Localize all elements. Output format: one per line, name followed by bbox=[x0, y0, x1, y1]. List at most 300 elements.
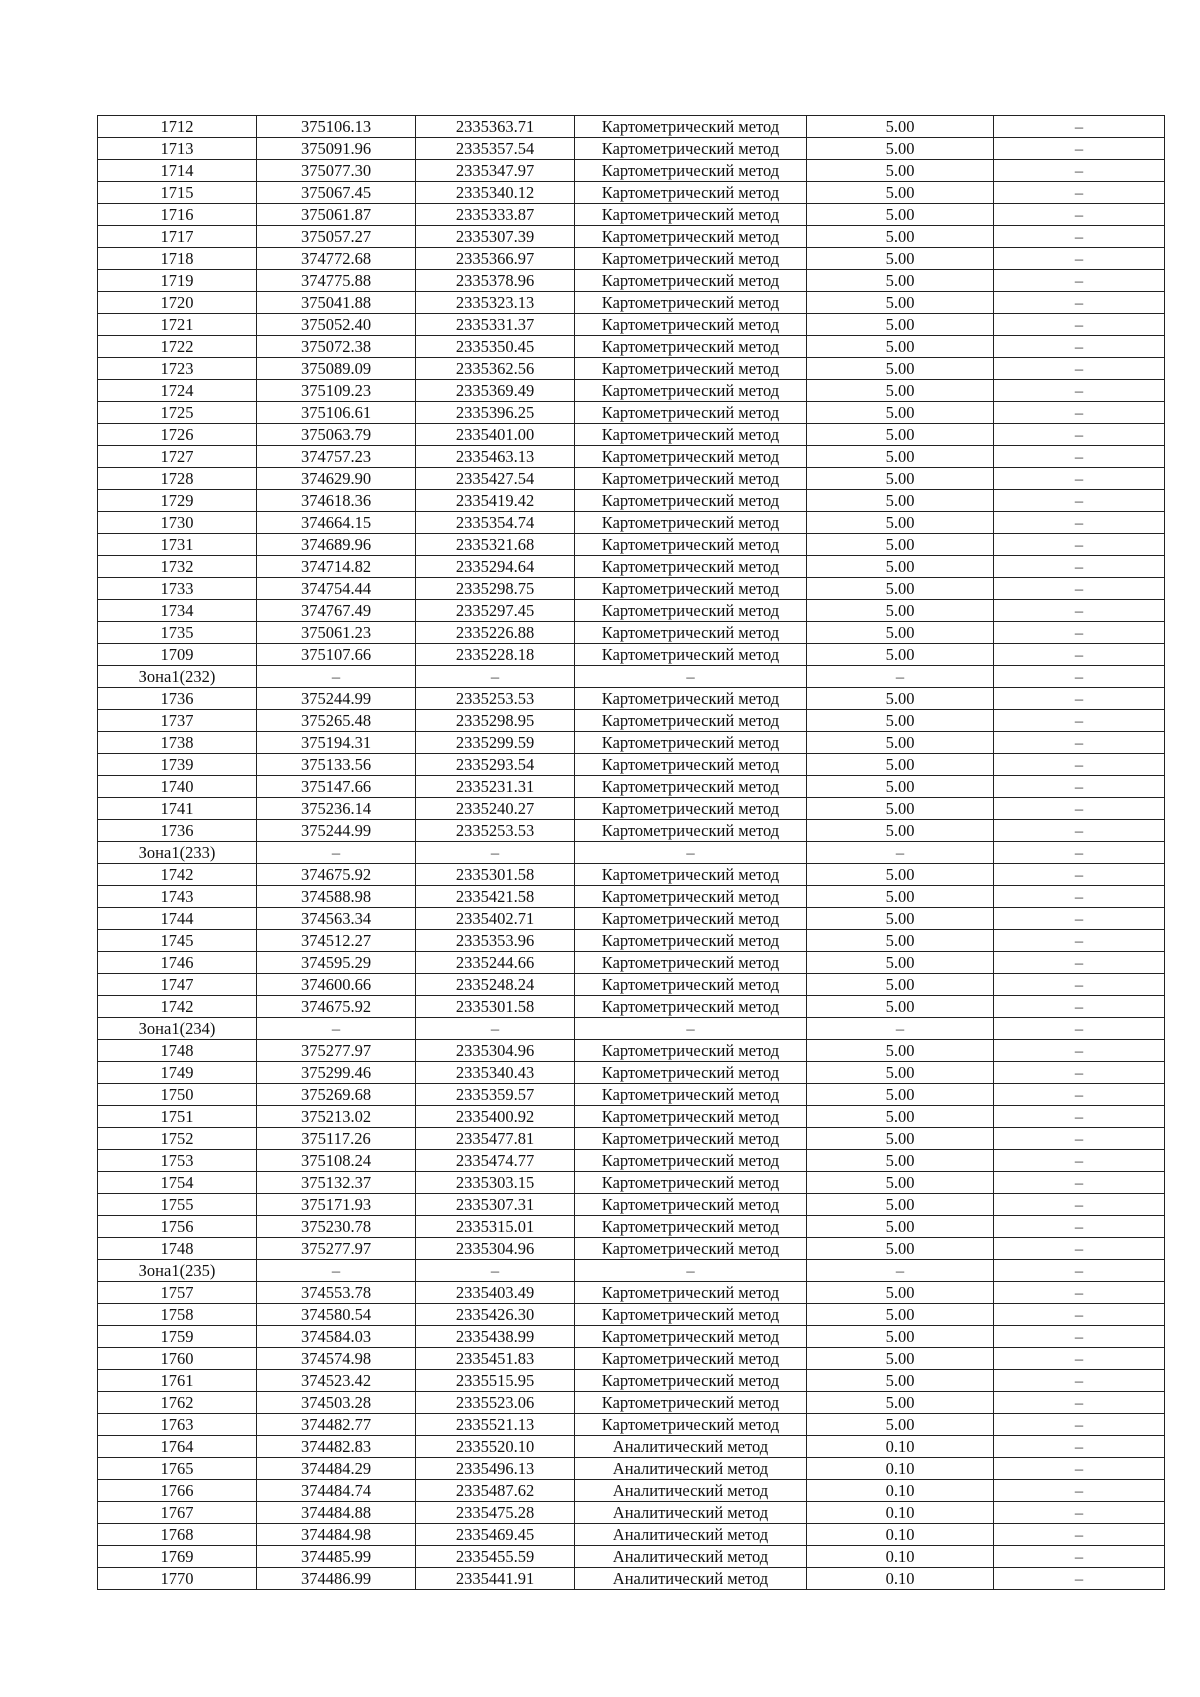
method-cell: Картометрический метод bbox=[575, 688, 807, 710]
accuracy-cell: 5.00 bbox=[807, 446, 994, 468]
table-row bbox=[98, 622, 1165, 644]
x-coordinate-cell: 374484.29 bbox=[257, 1458, 416, 1480]
method-cell: Картометрический метод bbox=[575, 644, 807, 666]
x-coordinate-cell: 374772.68 bbox=[257, 248, 416, 270]
method-cell: Картометрический метод bbox=[575, 622, 807, 644]
method-cell: Аналитический метод bbox=[575, 1502, 807, 1524]
y-coordinate-cell: 2335396.25 bbox=[416, 402, 575, 424]
accuracy-cell: 5.00 bbox=[807, 358, 994, 380]
accuracy-cell: – bbox=[807, 842, 994, 864]
description-cell: – bbox=[994, 908, 1165, 930]
table-row bbox=[98, 468, 1165, 490]
x-coordinate-cell: 375109.23 bbox=[257, 380, 416, 402]
accuracy-cell: 5.00 bbox=[807, 952, 994, 974]
description-cell: – bbox=[994, 1458, 1165, 1480]
method-cell: Картометрический метод bbox=[575, 446, 807, 468]
description-cell: – bbox=[994, 534, 1165, 556]
x-coordinate-cell: 374618.36 bbox=[257, 490, 416, 512]
y-coordinate-cell: 2335307.39 bbox=[416, 226, 575, 248]
description-cell: – bbox=[994, 1172, 1165, 1194]
description-cell: – bbox=[994, 1238, 1165, 1260]
description-cell: – bbox=[994, 1040, 1165, 1062]
method-cell: Картометрический метод bbox=[575, 1128, 807, 1150]
accuracy-cell: 5.00 bbox=[807, 1106, 994, 1128]
y-coordinate-cell: 2335366.97 bbox=[416, 248, 575, 270]
description-cell: – bbox=[994, 842, 1165, 864]
x-coordinate-cell: 374484.74 bbox=[257, 1480, 416, 1502]
method-cell: Картометрический метод bbox=[575, 1304, 807, 1326]
accuracy-cell: 5.00 bbox=[807, 1282, 994, 1304]
table-row bbox=[98, 1062, 1165, 1084]
y-coordinate-cell: 2335340.43 bbox=[416, 1062, 575, 1084]
point-number-cell: 1728 bbox=[98, 468, 257, 490]
description-cell: – bbox=[994, 204, 1165, 226]
description-cell: – bbox=[994, 1106, 1165, 1128]
description-cell: – bbox=[994, 974, 1165, 996]
accuracy-cell: 5.00 bbox=[807, 138, 994, 160]
y-coordinate-cell: 2335331.37 bbox=[416, 314, 575, 336]
y-coordinate-cell: 2335333.87 bbox=[416, 204, 575, 226]
accuracy-cell: 5.00 bbox=[807, 292, 994, 314]
table-row bbox=[98, 270, 1165, 292]
table-row bbox=[98, 490, 1165, 512]
y-coordinate-cell: 2335350.45 bbox=[416, 336, 575, 358]
table-row bbox=[98, 1480, 1165, 1502]
accuracy-cell: 5.00 bbox=[807, 820, 994, 842]
table-row bbox=[98, 402, 1165, 424]
point-number-cell: 1709 bbox=[98, 644, 257, 666]
method-cell: Картометрический метод bbox=[575, 490, 807, 512]
description-cell: – bbox=[994, 446, 1165, 468]
point-number-cell: 1743 bbox=[98, 886, 257, 908]
table-row bbox=[98, 204, 1165, 226]
x-coordinate-cell: 375133.56 bbox=[257, 754, 416, 776]
description-cell: – bbox=[994, 1524, 1165, 1546]
y-coordinate-cell: 2335298.75 bbox=[416, 578, 575, 600]
method-cell: Аналитический метод bbox=[575, 1546, 807, 1568]
point-number-cell: 1754 bbox=[98, 1172, 257, 1194]
point-number-cell: 1727 bbox=[98, 446, 257, 468]
table-body bbox=[98, 116, 1165, 1590]
y-coordinate-cell: 2335421.58 bbox=[416, 886, 575, 908]
point-number-cell: 1730 bbox=[98, 512, 257, 534]
table-row bbox=[98, 930, 1165, 952]
accuracy-cell: 5.00 bbox=[807, 468, 994, 490]
x-coordinate-cell: – bbox=[257, 666, 416, 688]
accuracy-cell: 5.00 bbox=[807, 1304, 994, 1326]
x-coordinate-cell: 375269.68 bbox=[257, 1084, 416, 1106]
x-coordinate-cell: – bbox=[257, 1018, 416, 1040]
method-cell: Картометрический метод bbox=[575, 754, 807, 776]
accuracy-cell: 5.00 bbox=[807, 688, 994, 710]
accuracy-cell: 5.00 bbox=[807, 1084, 994, 1106]
description-cell: – bbox=[994, 1128, 1165, 1150]
x-coordinate-cell: 374484.88 bbox=[257, 1502, 416, 1524]
table-row bbox=[98, 534, 1165, 556]
y-coordinate-cell: – bbox=[416, 1260, 575, 1282]
method-cell: Картометрический метод bbox=[575, 996, 807, 1018]
y-coordinate-cell: 2335340.12 bbox=[416, 182, 575, 204]
description-cell: – bbox=[994, 270, 1165, 292]
zone-header-row bbox=[98, 666, 1165, 688]
method-cell: – bbox=[575, 666, 807, 688]
point-number-cell: Зона1(233) bbox=[98, 842, 257, 864]
description-cell: – bbox=[994, 468, 1165, 490]
description-cell: – bbox=[994, 1150, 1165, 1172]
description-cell: – bbox=[994, 1084, 1165, 1106]
x-coordinate-cell: 375244.99 bbox=[257, 688, 416, 710]
method-cell: Картометрический метод bbox=[575, 776, 807, 798]
method-cell: Картометрический метод bbox=[575, 600, 807, 622]
point-number-cell: 1742 bbox=[98, 864, 257, 886]
description-cell: – bbox=[994, 358, 1165, 380]
y-coordinate-cell: 2335455.59 bbox=[416, 1546, 575, 1568]
x-coordinate-cell: 375063.79 bbox=[257, 424, 416, 446]
x-coordinate-cell: 375299.46 bbox=[257, 1062, 416, 1084]
accuracy-cell: 5.00 bbox=[807, 1238, 994, 1260]
accuracy-cell: 5.00 bbox=[807, 1392, 994, 1414]
y-coordinate-cell: – bbox=[416, 1018, 575, 1040]
y-coordinate-cell: 2335475.28 bbox=[416, 1502, 575, 1524]
table-row bbox=[98, 1568, 1165, 1590]
description-cell: – bbox=[994, 1216, 1165, 1238]
table-row bbox=[98, 1458, 1165, 1480]
accuracy-cell: 0.10 bbox=[807, 1502, 994, 1524]
y-coordinate-cell: 2335521.13 bbox=[416, 1414, 575, 1436]
point-number-cell: 1757 bbox=[98, 1282, 257, 1304]
coordinates-table bbox=[97, 115, 1165, 1590]
x-coordinate-cell: 375091.96 bbox=[257, 138, 416, 160]
x-coordinate-cell: 375089.09 bbox=[257, 358, 416, 380]
point-number-cell: 1758 bbox=[98, 1304, 257, 1326]
point-number-cell: 1729 bbox=[98, 490, 257, 512]
method-cell: Картометрический метод bbox=[575, 556, 807, 578]
table-row bbox=[98, 732, 1165, 754]
method-cell: Картометрический метод bbox=[575, 1084, 807, 1106]
accuracy-cell: – bbox=[807, 1018, 994, 1040]
y-coordinate-cell: 2335441.91 bbox=[416, 1568, 575, 1590]
table-row bbox=[98, 358, 1165, 380]
accuracy-cell: 5.00 bbox=[807, 402, 994, 424]
description-cell: – bbox=[994, 424, 1165, 446]
method-cell: Картометрический метод bbox=[575, 1238, 807, 1260]
y-coordinate-cell: 2335294.64 bbox=[416, 556, 575, 578]
method-cell: Аналитический метод bbox=[575, 1458, 807, 1480]
x-coordinate-cell: 375041.88 bbox=[257, 292, 416, 314]
y-coordinate-cell: 2335363.71 bbox=[416, 116, 575, 138]
y-coordinate-cell: 2335240.27 bbox=[416, 798, 575, 820]
accuracy-cell: 5.00 bbox=[807, 996, 994, 1018]
point-number-cell: 1716 bbox=[98, 204, 257, 226]
x-coordinate-cell: 374503.28 bbox=[257, 1392, 416, 1414]
y-coordinate-cell: 2335474.77 bbox=[416, 1150, 575, 1172]
description-cell: – bbox=[994, 336, 1165, 358]
zone-header-row bbox=[98, 842, 1165, 864]
y-coordinate-cell: 2335244.66 bbox=[416, 952, 575, 974]
description-cell: – bbox=[994, 996, 1165, 1018]
description-cell: – bbox=[994, 666, 1165, 688]
x-coordinate-cell: 374574.98 bbox=[257, 1348, 416, 1370]
accuracy-cell: 5.00 bbox=[807, 798, 994, 820]
accuracy-cell: 5.00 bbox=[807, 116, 994, 138]
method-cell: Картометрический метод bbox=[575, 204, 807, 226]
point-number-cell: 1725 bbox=[98, 402, 257, 424]
table-row bbox=[98, 688, 1165, 710]
method-cell: Картометрический метод bbox=[575, 1172, 807, 1194]
method-cell: Картометрический метод bbox=[575, 710, 807, 732]
y-coordinate-cell: 2335347.97 bbox=[416, 160, 575, 182]
method-cell: – bbox=[575, 842, 807, 864]
x-coordinate-cell: 375265.48 bbox=[257, 710, 416, 732]
description-cell: – bbox=[994, 1194, 1165, 1216]
description-cell: – bbox=[994, 600, 1165, 622]
point-number-cell: 1718 bbox=[98, 248, 257, 270]
description-cell: – bbox=[994, 1502, 1165, 1524]
accuracy-cell: 5.00 bbox=[807, 424, 994, 446]
method-cell: Картометрический метод bbox=[575, 1106, 807, 1128]
table-row bbox=[98, 1238, 1165, 1260]
point-number-cell: 1738 bbox=[98, 732, 257, 754]
table-row bbox=[98, 1084, 1165, 1106]
y-coordinate-cell: 2335231.31 bbox=[416, 776, 575, 798]
description-cell: – bbox=[994, 1370, 1165, 1392]
x-coordinate-cell: 374675.92 bbox=[257, 864, 416, 886]
accuracy-cell: 5.00 bbox=[807, 160, 994, 182]
point-number-cell: 1765 bbox=[98, 1458, 257, 1480]
y-coordinate-cell: 2335297.45 bbox=[416, 600, 575, 622]
table-row bbox=[98, 600, 1165, 622]
y-coordinate-cell: 2335520.10 bbox=[416, 1436, 575, 1458]
description-cell: – bbox=[994, 732, 1165, 754]
y-coordinate-cell: 2335469.45 bbox=[416, 1524, 575, 1546]
point-number-cell: 1733 bbox=[98, 578, 257, 600]
accuracy-cell: 5.00 bbox=[807, 1172, 994, 1194]
x-coordinate-cell: 375147.66 bbox=[257, 776, 416, 798]
method-cell: Картометрический метод bbox=[575, 1062, 807, 1084]
accuracy-cell: 5.00 bbox=[807, 886, 994, 908]
accuracy-cell: 5.00 bbox=[807, 182, 994, 204]
x-coordinate-cell: 374664.15 bbox=[257, 512, 416, 534]
x-coordinate-cell: 374754.44 bbox=[257, 578, 416, 600]
accuracy-cell: 0.10 bbox=[807, 1546, 994, 1568]
method-cell: Картометрический метод bbox=[575, 930, 807, 952]
point-number-cell: 1749 bbox=[98, 1062, 257, 1084]
description-cell: – bbox=[994, 1436, 1165, 1458]
y-coordinate-cell: 2335463.13 bbox=[416, 446, 575, 468]
accuracy-cell: 5.00 bbox=[807, 336, 994, 358]
description-cell: – bbox=[994, 820, 1165, 842]
method-cell: Картометрический метод bbox=[575, 1150, 807, 1172]
y-coordinate-cell: 2335304.96 bbox=[416, 1238, 575, 1260]
method-cell: Картометрический метод bbox=[575, 1326, 807, 1348]
point-number-cell: 1760 bbox=[98, 1348, 257, 1370]
point-number-cell: 1735 bbox=[98, 622, 257, 644]
point-number-cell: 1731 bbox=[98, 534, 257, 556]
method-cell: Картометрический метод bbox=[575, 798, 807, 820]
description-cell: – bbox=[994, 402, 1165, 424]
method-cell: Картометрический метод bbox=[575, 1392, 807, 1414]
y-coordinate-cell: 2335403.49 bbox=[416, 1282, 575, 1304]
y-coordinate-cell: 2335427.54 bbox=[416, 468, 575, 490]
point-number-cell: 1721 bbox=[98, 314, 257, 336]
y-coordinate-cell: 2335362.56 bbox=[416, 358, 575, 380]
x-coordinate-cell: 375061.87 bbox=[257, 204, 416, 226]
table-row bbox=[98, 380, 1165, 402]
table-row bbox=[98, 248, 1165, 270]
description-cell: – bbox=[994, 1018, 1165, 1040]
table-row bbox=[98, 424, 1165, 446]
description-cell: – bbox=[994, 864, 1165, 886]
y-coordinate-cell: 2335323.13 bbox=[416, 292, 575, 314]
method-cell: Картометрический метод bbox=[575, 732, 807, 754]
y-coordinate-cell: 2335298.95 bbox=[416, 710, 575, 732]
accuracy-cell: 0.10 bbox=[807, 1458, 994, 1480]
point-number-cell: 1746 bbox=[98, 952, 257, 974]
accuracy-cell: 5.00 bbox=[807, 380, 994, 402]
accuracy-cell: 5.00 bbox=[807, 578, 994, 600]
point-number-cell: 1736 bbox=[98, 820, 257, 842]
description-cell: – bbox=[994, 754, 1165, 776]
method-cell: Картометрический метод bbox=[575, 1216, 807, 1238]
method-cell: Картометрический метод bbox=[575, 424, 807, 446]
table-row bbox=[98, 1128, 1165, 1150]
table-row bbox=[98, 1216, 1165, 1238]
table-row bbox=[98, 1414, 1165, 1436]
accuracy-cell: 5.00 bbox=[807, 1370, 994, 1392]
x-coordinate-cell: 374584.03 bbox=[257, 1326, 416, 1348]
method-cell: Аналитический метод bbox=[575, 1436, 807, 1458]
point-number-cell: Зона1(235) bbox=[98, 1260, 257, 1282]
description-cell: – bbox=[994, 1392, 1165, 1414]
point-number-cell: 1759 bbox=[98, 1326, 257, 1348]
point-number-cell: 1763 bbox=[98, 1414, 257, 1436]
y-coordinate-cell: 2335378.96 bbox=[416, 270, 575, 292]
method-cell: Картометрический метод bbox=[575, 468, 807, 490]
description-cell: – bbox=[994, 182, 1165, 204]
table-row bbox=[98, 754, 1165, 776]
point-number-cell: 1713 bbox=[98, 138, 257, 160]
accuracy-cell: 5.00 bbox=[807, 1326, 994, 1348]
description-cell: – bbox=[994, 556, 1165, 578]
accuracy-cell: 0.10 bbox=[807, 1568, 994, 1590]
table-row bbox=[98, 644, 1165, 666]
description-cell: – bbox=[994, 886, 1165, 908]
point-number-cell: 1741 bbox=[98, 798, 257, 820]
x-coordinate-cell: 375213.02 bbox=[257, 1106, 416, 1128]
zone-header-row bbox=[98, 1018, 1165, 1040]
y-coordinate-cell: 2335426.30 bbox=[416, 1304, 575, 1326]
table-row bbox=[98, 336, 1165, 358]
y-coordinate-cell: 2335301.58 bbox=[416, 996, 575, 1018]
x-coordinate-cell: 374485.99 bbox=[257, 1546, 416, 1568]
table-row bbox=[98, 974, 1165, 996]
accuracy-cell: 5.00 bbox=[807, 776, 994, 798]
point-number-cell: 1747 bbox=[98, 974, 257, 996]
y-coordinate-cell: 2335369.49 bbox=[416, 380, 575, 402]
description-cell: – bbox=[994, 688, 1165, 710]
x-coordinate-cell: 375244.99 bbox=[257, 820, 416, 842]
accuracy-cell: 5.00 bbox=[807, 864, 994, 886]
accuracy-cell: 0.10 bbox=[807, 1436, 994, 1458]
description-cell: – bbox=[994, 226, 1165, 248]
x-coordinate-cell: 374553.78 bbox=[257, 1282, 416, 1304]
method-cell: Картометрический метод bbox=[575, 314, 807, 336]
description-cell: – bbox=[994, 1348, 1165, 1370]
table-row bbox=[98, 1282, 1165, 1304]
x-coordinate-cell: 375107.66 bbox=[257, 644, 416, 666]
y-coordinate-cell: 2335402.71 bbox=[416, 908, 575, 930]
description-cell: – bbox=[994, 116, 1165, 138]
table-row bbox=[98, 1348, 1165, 1370]
table-row bbox=[98, 1436, 1165, 1458]
y-coordinate-cell: 2335253.53 bbox=[416, 688, 575, 710]
point-number-cell: 1752 bbox=[98, 1128, 257, 1150]
point-number-cell: 1764 bbox=[98, 1436, 257, 1458]
y-coordinate-cell: 2335419.42 bbox=[416, 490, 575, 512]
y-coordinate-cell: – bbox=[416, 666, 575, 688]
point-number-cell: 1750 bbox=[98, 1084, 257, 1106]
method-cell: Картометрический метод bbox=[575, 1370, 807, 1392]
y-coordinate-cell: 2335304.96 bbox=[416, 1040, 575, 1062]
table-row bbox=[98, 556, 1165, 578]
description-cell: – bbox=[994, 138, 1165, 160]
x-coordinate-cell: 375117.26 bbox=[257, 1128, 416, 1150]
table-row bbox=[98, 1392, 1165, 1414]
y-coordinate-cell: 2335228.18 bbox=[416, 644, 575, 666]
method-cell: Картометрический метод bbox=[575, 1040, 807, 1062]
accuracy-cell: 5.00 bbox=[807, 644, 994, 666]
description-cell: – bbox=[994, 578, 1165, 600]
point-number-cell: 1742 bbox=[98, 996, 257, 1018]
x-coordinate-cell: 374757.23 bbox=[257, 446, 416, 468]
x-coordinate-cell: 374580.54 bbox=[257, 1304, 416, 1326]
x-coordinate-cell: 374512.27 bbox=[257, 930, 416, 952]
accuracy-cell: 5.00 bbox=[807, 1062, 994, 1084]
method-cell: Картометрический метод bbox=[575, 974, 807, 996]
accuracy-cell: 5.00 bbox=[807, 930, 994, 952]
table-row bbox=[98, 226, 1165, 248]
point-number-cell: 1756 bbox=[98, 1216, 257, 1238]
table-row bbox=[98, 886, 1165, 908]
accuracy-cell: 5.00 bbox=[807, 754, 994, 776]
table-row bbox=[98, 314, 1165, 336]
x-coordinate-cell: 374600.66 bbox=[257, 974, 416, 996]
point-number-cell: 1768 bbox=[98, 1524, 257, 1546]
y-coordinate-cell: 2335401.00 bbox=[416, 424, 575, 446]
x-coordinate-cell: 375171.93 bbox=[257, 1194, 416, 1216]
accuracy-cell: 5.00 bbox=[807, 1194, 994, 1216]
x-coordinate-cell: 374689.96 bbox=[257, 534, 416, 556]
method-cell: Картометрический метод bbox=[575, 270, 807, 292]
y-coordinate-cell: 2335400.92 bbox=[416, 1106, 575, 1128]
table-row bbox=[98, 138, 1165, 160]
table-row bbox=[98, 996, 1165, 1018]
zone-header-row bbox=[98, 1260, 1165, 1282]
table-row bbox=[98, 578, 1165, 600]
accuracy-cell: 5.00 bbox=[807, 1348, 994, 1370]
point-number-cell: 1751 bbox=[98, 1106, 257, 1128]
accuracy-cell: 5.00 bbox=[807, 226, 994, 248]
point-number-cell: 1770 bbox=[98, 1568, 257, 1590]
x-coordinate-cell: 374486.99 bbox=[257, 1568, 416, 1590]
accuracy-cell: 5.00 bbox=[807, 314, 994, 336]
description-cell: – bbox=[994, 776, 1165, 798]
table-row bbox=[98, 776, 1165, 798]
accuracy-cell: 5.00 bbox=[807, 248, 994, 270]
y-coordinate-cell: 2335438.99 bbox=[416, 1326, 575, 1348]
description-cell: – bbox=[994, 1282, 1165, 1304]
table-row bbox=[98, 446, 1165, 468]
